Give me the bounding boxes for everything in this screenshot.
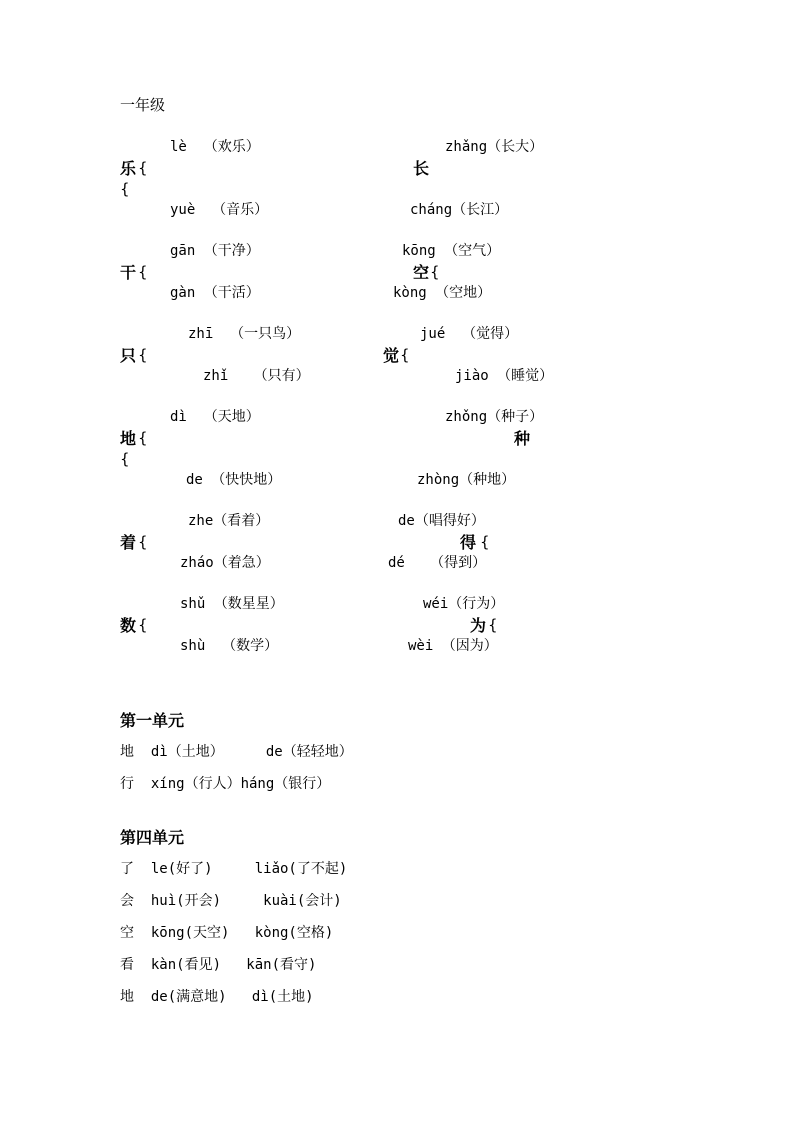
unit1-heading: 第一单元: [120, 711, 185, 730]
unit4-row: 会 huì(开会) kuài(会计): [120, 893, 342, 909]
unit4-row: 空 kōng(天空) kòng(空格): [120, 925, 334, 941]
extra-brace: {: [120, 450, 130, 468]
char-b: 为: [470, 616, 487, 635]
reading-bottom-a: shù （数学）: [180, 638, 279, 654]
char-a: 数: [120, 616, 137, 635]
reading-bottom-b: cháng（长江）: [410, 202, 509, 218]
reading-bottom-a: zhǐ （只有）: [203, 368, 310, 384]
brace-b: {: [488, 616, 498, 634]
brace-a: {: [138, 263, 148, 281]
page-title: 一年级: [120, 96, 166, 114]
reading-top-a: dì （天地）: [170, 409, 260, 425]
char-b: 得: [460, 533, 477, 552]
reading-bottom-b: kòng （空地）: [393, 285, 492, 301]
unit4-row: 地 de(满意地) dì(土地): [120, 989, 314, 1005]
char-a: 地: [120, 429, 137, 448]
char-b: 觉: [383, 346, 400, 365]
reading-top-a: shǔ （数星星）: [180, 596, 284, 612]
reading-bottom-b: dé （得到）: [388, 555, 487, 571]
brace-b: {: [480, 533, 490, 551]
brace-a: {: [138, 533, 148, 551]
char-b: 空: [413, 263, 430, 282]
brace-a: {: [138, 429, 148, 447]
reading-bottom-a: zháo（着急）: [180, 555, 270, 571]
unit1-row: 地 dì（土地） de（轻轻地）: [120, 744, 353, 760]
reading-top-b: wéi（行为）: [423, 596, 505, 612]
reading-top-b: kōng （空气）: [402, 243, 501, 259]
reading-top-b: zhǒng（种子）: [445, 409, 544, 425]
char-a: 只: [120, 346, 137, 365]
char-b: 长: [413, 159, 430, 178]
unit4-heading: 第四单元: [120, 828, 185, 847]
reading-top-a: gān （干净）: [170, 243, 260, 259]
brace-b: {: [400, 346, 410, 364]
reading-top-b: zhǎng（长大）: [445, 139, 544, 155]
reading-bottom-a: de （快快地）: [186, 472, 282, 488]
reading-bottom-b: jiào （睡觉）: [455, 368, 554, 384]
reading-bottom-a: yuè （音乐）: [170, 202, 269, 218]
char-a: 干: [120, 263, 137, 282]
brace-b: {: [430, 263, 440, 281]
brace-a: {: [138, 346, 148, 364]
reading-top-a: zhī （一只鸟）: [188, 326, 301, 342]
char-b: 种: [514, 429, 531, 448]
brace-a: {: [138, 159, 148, 177]
reading-bottom-a: gàn （干活）: [170, 285, 260, 301]
brace-a: {: [138, 616, 148, 634]
unit4-row: 了 le(好了) liǎo(了不起): [120, 861, 348, 877]
reading-bottom-b: zhòng（种地）: [417, 472, 516, 488]
reading-top-b: de（唱得好）: [398, 513, 485, 529]
char-a: 着: [120, 533, 137, 552]
unit4-row: 看 kàn(看见) kān(看守): [120, 957, 317, 973]
unit1-row: 行 xíng（行人）háng（银行）: [120, 776, 331, 792]
reading-top-a: lè （欢乐）: [170, 139, 260, 155]
reading-bottom-b: wèi （因为）: [408, 638, 498, 654]
extra-brace: {: [120, 180, 130, 198]
reading-top-a: zhe（看着）: [188, 513, 270, 529]
reading-top-b: jué （觉得）: [420, 326, 519, 342]
char-a: 乐: [120, 159, 137, 178]
